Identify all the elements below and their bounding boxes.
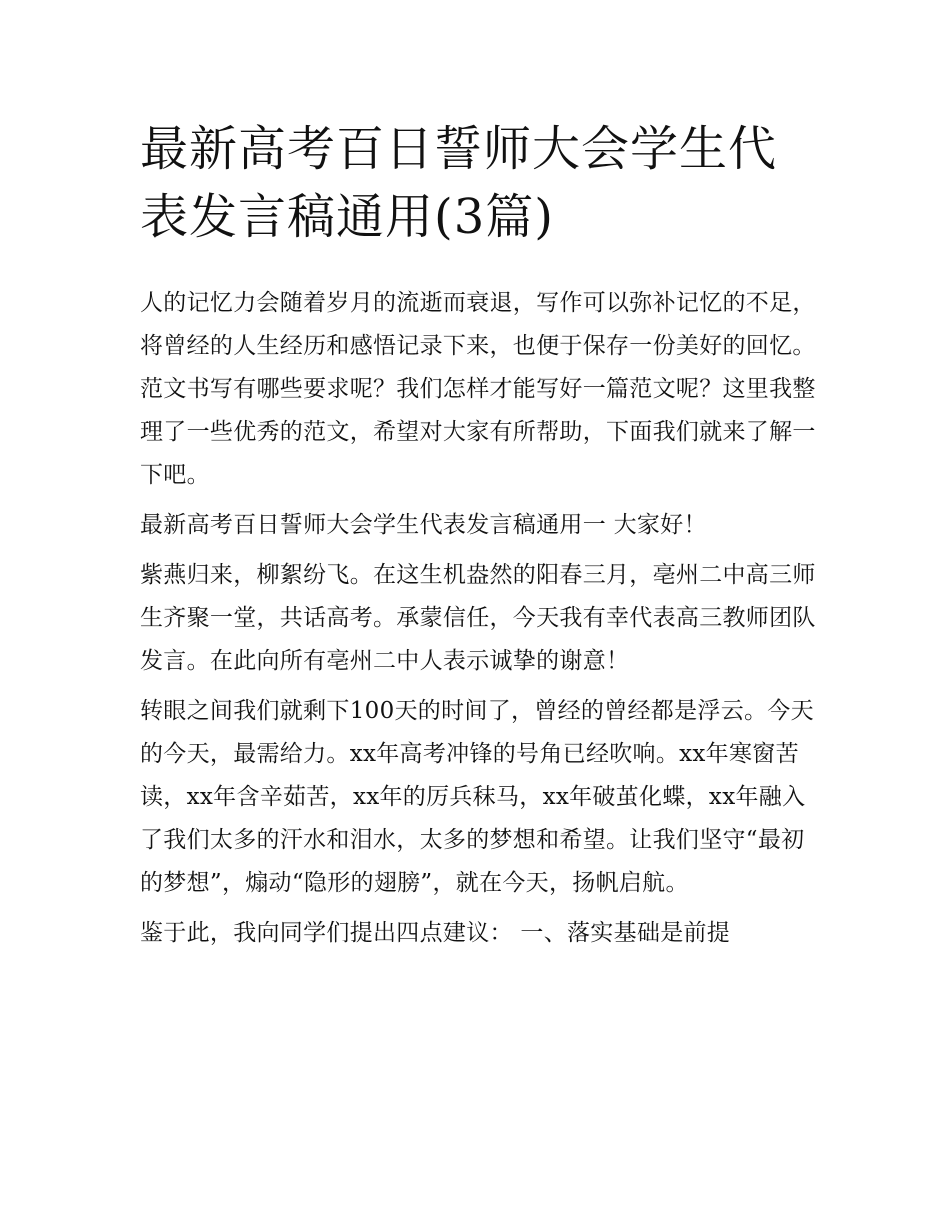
document-body xyxy=(140,282,820,955)
opening-paragraph: 紫燕归来，柳絮纷飞。在这生机盎然的阳春三月，亳州二中高三师生齐聚一堂，共话高考。承蒙信任，今天我有幸代表高三教师团队发言。在此向所有亳州二中人表示诚挚的谢意！ xyxy=(140,562,816,674)
countdown-paragraph: 转眼之间我们就剩下100天的时间了，曾经的曾经都是浮云。今天的今天，最需给力。xx年高考冲锋的号角已经吹响。xx年寒窗苦读，xx年含辛茹苦，xx年的厉兵秣马，xx年破茧化蝶，xx年融入了我们太多的汗水和泪水，太多的梦想和希望。让我们坚守“最初的梦想”，煽动“隐形的翅膀”，就在今天，扬帆启航。 xyxy=(140,698,814,896)
suggestion-paragraph: 鉴于此，我向同学们提出四点建议： 一、落实基础是前提 xyxy=(140,920,731,946)
document-title: 最新高考百日誓师大会学生代表发言稿通用(3篇) xyxy=(140,121,778,245)
section-heading-paragraph: 最新高考百日誓师大会学生代表发言稿通用一 大家好！ xyxy=(140,512,707,538)
intro-paragraph: 人的记忆力会随着岁月的流逝而衰退，写作可以弥补记忆的不足，将曾经的人生经历和感悟记录下来，也便于保存一份美好的回忆。范文书写有哪些要求呢？我们怎样才能写好一篇范文呢？这里我整理了一些优秀的范文，希望对大家有所帮助，下面我们就来了解一下吧。 xyxy=(140,290,816,488)
